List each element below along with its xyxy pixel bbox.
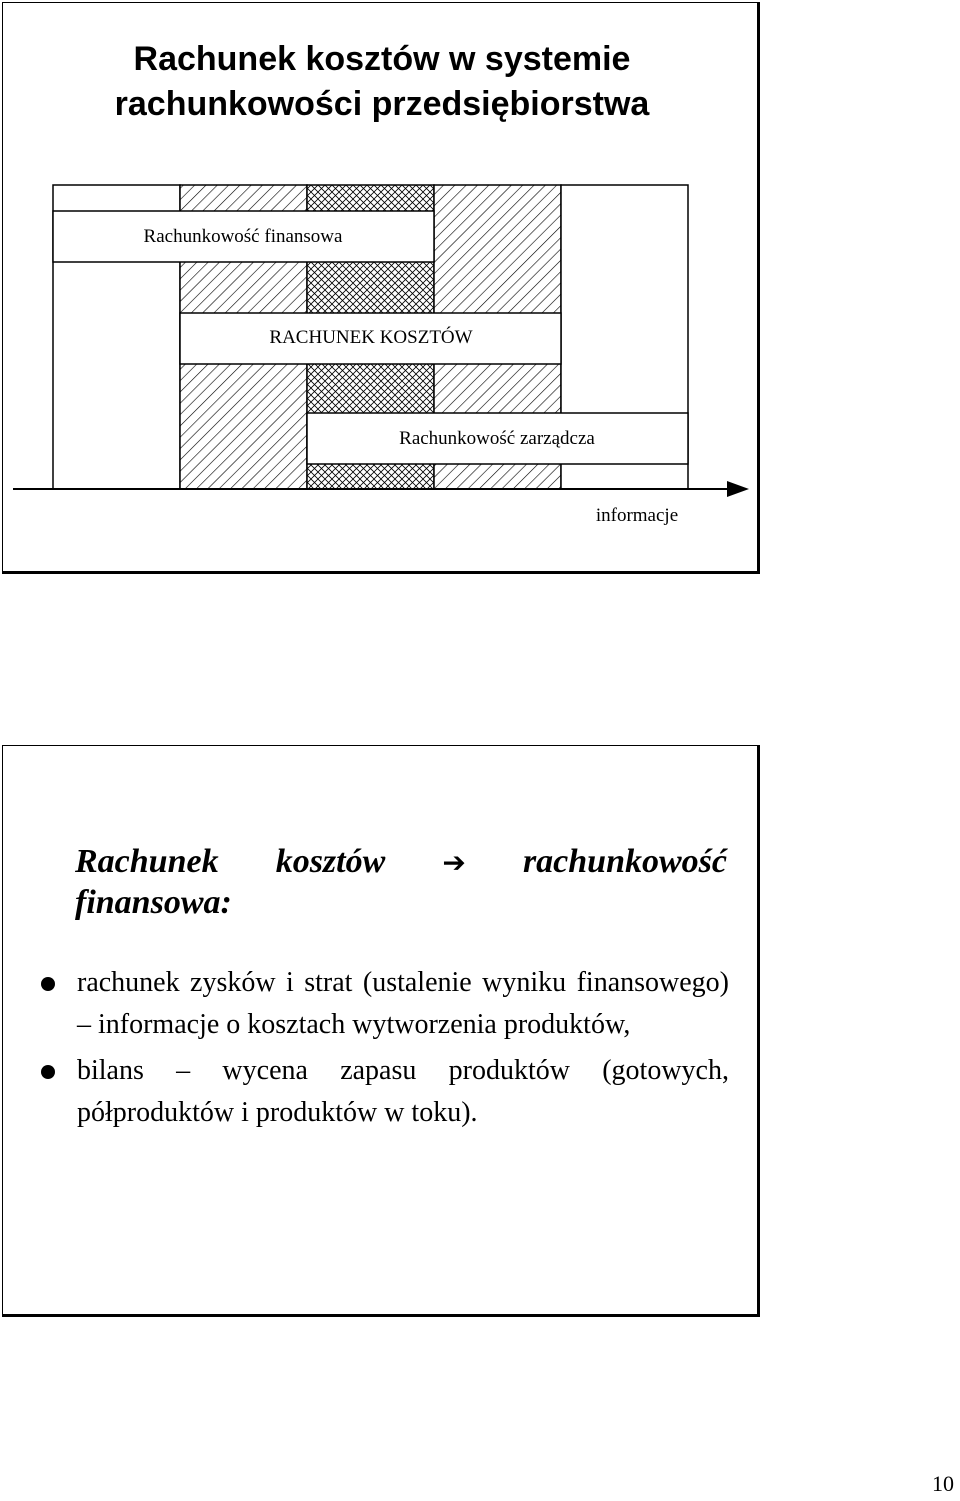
slide-2-heading-line-1	[75, 842, 727, 883]
bar-cost-accounting-label: RACHUNEK KOSZTÓW	[269, 327, 473, 348]
information-axis-arrowhead	[727, 481, 749, 497]
list-item	[39, 1050, 729, 1134]
bullet-dot-icon	[41, 1065, 55, 1079]
slide-1-title-line-1: Rachunek kosztów w systemie	[133, 40, 631, 78]
slide-2-heading-line-2: finansowa:	[75, 884, 232, 921]
slide-2-heading	[75, 842, 727, 923]
bullet-text-2: bilans – wycena zapasu produktów (gotowych, półproduktów i produktów w toku).	[77, 1055, 729, 1128]
bar-management-accounting-label: Rachunkowość zarządcza	[399, 428, 595, 449]
bullet-list	[39, 962, 729, 1138]
heading-word-kosztow: kosztów	[275, 843, 386, 880]
bullet-dot-icon	[41, 977, 55, 991]
slide-1-title-line-2: rachunkowości przedsiębiorstwa	[114, 85, 650, 123]
information-axis-label: informacje	[595, 505, 679, 526]
page-number: 10	[932, 1471, 954, 1496]
bar-financial-accounting-label: Rachunkowość finansowa	[143, 226, 343, 247]
accounting-diagram	[3, 3, 761, 573]
list-item	[39, 962, 729, 1046]
bullet-text-1: rachunek zysków i strat (ustalenie wyniku finansowego) – informacje o kosztach wytworzenia produktów,	[77, 967, 729, 1040]
heading-word-rachunek: Rachunek	[75, 843, 219, 880]
slide-1	[2, 2, 760, 574]
slide-2	[2, 745, 760, 1317]
heading-word-rachunkowosc: rachunkowość	[522, 843, 727, 880]
right-arrow-icon: ➔	[442, 846, 466, 879]
